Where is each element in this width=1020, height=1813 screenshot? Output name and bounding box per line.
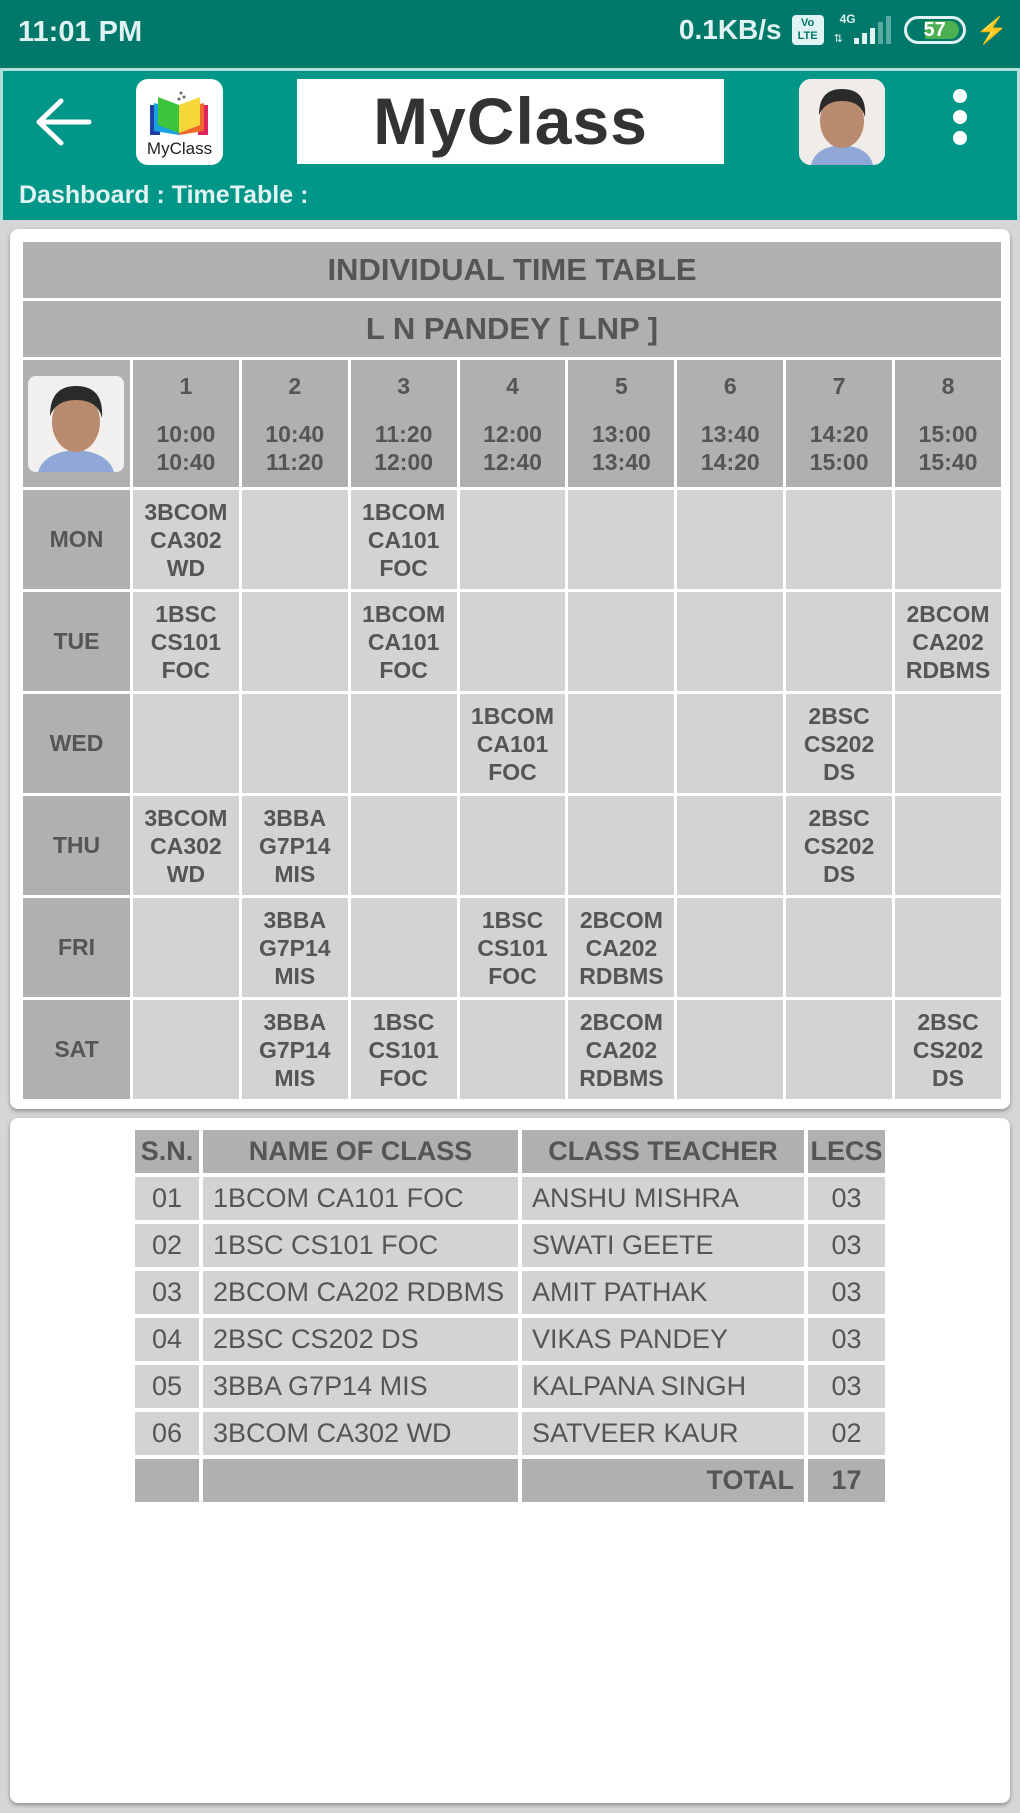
empty-cell: [568, 592, 674, 691]
lecture-class: 3BBA: [263, 906, 327, 933]
battery-level: 57: [923, 19, 946, 41]
lecture-class: 3BBA: [263, 1008, 327, 1035]
empty-cell: [460, 1000, 566, 1099]
empty-cell: [242, 592, 348, 691]
day-row-sat: [23, 1000, 1001, 1099]
summary-sn: 01: [135, 1177, 199, 1220]
period-number: 6: [723, 372, 737, 399]
period-number: 3: [397, 372, 411, 399]
empty-cell: [460, 490, 566, 589]
period-start: 10:00: [156, 420, 216, 447]
lecture-class: 1BSC: [155, 600, 217, 627]
empty-cell: [677, 898, 783, 997]
period-end: 15:40: [918, 448, 978, 475]
lecture-cell: [568, 898, 674, 997]
empty-cell: [895, 796, 1001, 895]
empty-cell: [677, 1000, 783, 1099]
empty-cell: [242, 694, 348, 793]
lecture-subject: DS: [932, 1064, 964, 1091]
total-label: TOTAL: [522, 1459, 804, 1502]
summary-sn: 02: [135, 1224, 199, 1267]
day-label: TUE: [23, 592, 130, 691]
lecture-class: 3BCOM: [144, 804, 228, 831]
lecture-subject: MIS: [274, 860, 316, 887]
empty-cell: [133, 1000, 239, 1099]
empty-cell: [895, 490, 1001, 589]
period-header-3: [351, 360, 457, 487]
period-header-7: [786, 360, 892, 487]
day-label: FRI: [23, 898, 130, 997]
summary-sn: 03: [135, 1271, 199, 1314]
empty-cell: [677, 592, 783, 691]
lecture-code: CA101: [476, 730, 549, 757]
summary-lecs: 02: [808, 1412, 885, 1455]
period-number: 8: [941, 372, 955, 399]
summary-sn: 05: [135, 1365, 199, 1408]
period-number: 2: [288, 372, 302, 399]
lecture-code: CS101: [368, 1036, 439, 1063]
lecture-subject: FOC: [161, 656, 211, 683]
back-button[interactable]: [33, 97, 93, 147]
header-name: NAME OF CLASS: [203, 1130, 518, 1173]
lecture-code: G7P14: [258, 1036, 331, 1063]
lecture-class: 1BCOM: [470, 702, 555, 729]
lecture-class: 2BCOM: [906, 600, 990, 627]
empty-cell: [133, 694, 239, 793]
lecture-subject: FOC: [379, 554, 428, 581]
app-logo[interactable]: [136, 79, 223, 165]
summary-row: [135, 1224, 885, 1267]
empty-cell: [677, 694, 783, 793]
summary-lecs: 03: [808, 1177, 885, 1220]
period-end: 10:40: [156, 448, 216, 475]
lecture-class: 2BCOM: [579, 1008, 663, 1035]
day-row-thu: [23, 796, 1001, 895]
lecture-cell: [895, 1000, 1001, 1099]
period-number: 4: [506, 372, 519, 399]
summary-row: [135, 1412, 885, 1455]
lecture-code: CS101: [150, 628, 222, 655]
period-header-2: [242, 360, 348, 487]
lecture-subject: RDBMS: [579, 1064, 664, 1091]
day-row-wed: [23, 694, 1001, 793]
empty-cell: [351, 898, 457, 997]
lecture-cell: [351, 1000, 457, 1099]
empty-cell: [786, 1000, 892, 1099]
lecture-subject: MIS: [274, 962, 316, 989]
lecture-class: 3BCOM: [144, 498, 228, 525]
day-row-fri: [23, 898, 1001, 997]
summary-sn: 04: [135, 1318, 199, 1361]
day-label: WED: [23, 694, 130, 793]
battery-icon: [904, 16, 966, 44]
lecture-class: 2BSC: [917, 1008, 979, 1035]
status-bar: [0, 0, 1020, 68]
summary-name: 2BSC CS202 DS: [203, 1318, 518, 1361]
empty-cell: [568, 694, 674, 793]
lecture-subject: FOC: [379, 656, 428, 683]
lecture-subject: DS: [823, 758, 856, 785]
period-start: 11:20: [374, 420, 433, 447]
lecture-code: G7P14: [258, 934, 331, 961]
lecture-class: 1BCOM: [362, 498, 446, 525]
timetable-grid: [20, 239, 1004, 1102]
summary-lecs: 03: [808, 1271, 885, 1314]
empty-cell: [895, 694, 1001, 793]
period-end: 14:20: [700, 448, 760, 475]
summary-teacher: VIKAS PANDEY: [522, 1318, 804, 1361]
period-start: 10:40: [265, 420, 325, 447]
lecture-cell: [133, 796, 239, 895]
summary-name: 3BBA G7P14 MIS: [203, 1365, 518, 1408]
lecture-cell: [351, 490, 457, 589]
lecture-code: CA202: [912, 628, 984, 655]
period-header-6: [677, 360, 783, 487]
lecture-cell: [133, 592, 239, 691]
empty-cell: [677, 490, 783, 589]
summary-name: 1BCOM CA101 FOC: [203, 1177, 518, 1220]
timetable-title: INDIVIDUAL TIME TABLE: [23, 242, 1001, 298]
summary-sn: 06: [135, 1412, 199, 1455]
lecture-subject: DS: [823, 860, 856, 887]
lecture-code: CA101: [367, 628, 440, 655]
profile-avatar[interactable]: [799, 79, 885, 165]
charging-icon: ⚡: [975, 14, 1008, 45]
summary-header-row: [135, 1130, 885, 1173]
volte-bottom-text: LTE: [797, 30, 818, 42]
period-header-4: [460, 360, 566, 487]
lecture-subject: FOC: [379, 1064, 428, 1091]
summary-card: [10, 1118, 1010, 1803]
lecture-subject: FOC: [488, 962, 537, 989]
lecture-subject: WD: [166, 554, 206, 581]
summary-teacher: SATVEER KAUR: [522, 1412, 804, 1455]
lecture-subject: RDBMS: [905, 656, 991, 683]
empty-cell: [895, 898, 1001, 997]
data-arrows-icon: ⇅: [833, 33, 843, 45]
summary-teacher: AMIT PATHAK: [522, 1271, 804, 1314]
day-label: MON: [23, 490, 130, 589]
summary-lecs: 03: [808, 1365, 885, 1408]
more-vert-icon[interactable]: [945, 83, 975, 153]
empty-cell: [786, 898, 892, 997]
summary-row: [135, 1318, 885, 1361]
empty-cell: [460, 592, 566, 691]
class-summary-table: [131, 1126, 889, 1506]
network-speed: 0.1KB/s: [678, 14, 782, 45]
lecture-code: CA202: [585, 1036, 658, 1063]
period-end: 12:00: [374, 448, 434, 475]
empty-cell: [786, 490, 892, 589]
lecture-subject: RDBMS: [579, 962, 664, 989]
lecture-class: 1BSC: [372, 1008, 435, 1035]
summary-total-row: [135, 1459, 885, 1502]
lecture-subject: WD: [166, 860, 206, 887]
lecture-cell: [133, 490, 239, 589]
teacher-photo: [28, 376, 124, 472]
period-header-8: [895, 360, 1001, 487]
day-row-tue: [23, 592, 1001, 691]
network-type: 4G: [839, 12, 856, 26]
day-label: THU: [23, 796, 130, 895]
summary-teacher: KALPANA SINGH: [522, 1365, 804, 1408]
lecture-code: CS202: [803, 832, 875, 859]
header-lecs: LECS: [808, 1130, 885, 1173]
lecture-cell: [242, 796, 348, 895]
header-sn: S.N.: [135, 1130, 199, 1173]
lecture-code: CA101: [367, 526, 440, 553]
total-value: 17: [808, 1459, 885, 1502]
period-end: 13:40: [592, 448, 651, 475]
app-title-text: MyClass: [373, 84, 648, 158]
lecture-cell: [786, 796, 892, 895]
person-photo-icon: [28, 376, 124, 472]
summary-row: [135, 1365, 885, 1408]
day-row-mon: [23, 490, 1001, 589]
volte-top-text: Vo: [801, 17, 815, 29]
lecture-cell: [568, 1000, 674, 1099]
app-title: [297, 79, 724, 164]
empty-cell: [677, 796, 783, 895]
period-start: 13:40: [700, 420, 760, 447]
lecture-code: CS202: [912, 1036, 984, 1063]
summary-lecs: 03: [808, 1224, 885, 1267]
status-time: 11:01 PM: [18, 16, 143, 48]
summary-teacher: ANSHU MISHRA: [522, 1177, 804, 1220]
signal-icon: [834, 14, 894, 46]
period-end: 12:40: [483, 448, 542, 475]
lecture-cell: [351, 592, 457, 691]
lecture-code: CA302: [150, 832, 222, 859]
period-start: 15:00: [918, 420, 978, 447]
summary-row: [135, 1177, 885, 1220]
period-header-5: [568, 360, 674, 487]
summary-name: 1BSC CS101 FOC: [203, 1224, 518, 1267]
book-logo-icon: [148, 91, 210, 137]
logo-caption: MyClass: [146, 139, 213, 158]
summary-name: 3BCOM CA302 WD: [203, 1412, 518, 1455]
total-empty-name: [203, 1459, 518, 1502]
period-start: 13:00: [592, 420, 651, 447]
total-empty-sn: [135, 1459, 199, 1502]
teacher-photo-cell: [23, 360, 130, 487]
period-start: 12:00: [483, 420, 542, 447]
period-header-1: [133, 360, 239, 487]
teacher-name: L N PANDEY [ LNP ]: [23, 301, 1001, 357]
summary-teacher: SWATI GEETE: [522, 1224, 804, 1267]
empty-cell: [460, 796, 566, 895]
lecture-class: 3BBA: [263, 804, 327, 831]
period-start: 14:20: [809, 420, 869, 447]
lecture-subject: FOC: [488, 758, 537, 785]
summary-row: [135, 1271, 885, 1314]
arrow-left-icon: [33, 97, 93, 147]
empty-cell: [133, 898, 239, 997]
summary-name: 2BCOM CA202 RDBMS: [203, 1271, 518, 1314]
lecture-cell: [786, 694, 892, 793]
period-end: 11:20: [265, 448, 324, 475]
lecture-code: G7P14: [258, 832, 331, 859]
empty-cell: [351, 796, 457, 895]
timetable-card: [10, 229, 1010, 1109]
lecture-class: 2BCOM: [579, 906, 663, 933]
lecture-cell: [460, 898, 566, 997]
lecture-class: 2BSC: [808, 702, 870, 729]
day-label: SAT: [23, 1000, 130, 1099]
lecture-cell: [242, 1000, 348, 1099]
header-teacher: CLASS TEACHER: [522, 1130, 804, 1173]
empty-cell: [351, 694, 457, 793]
period-end: 15:00: [809, 448, 869, 475]
empty-cell: [568, 796, 674, 895]
breadcrumb: Dashboard : TimeTable :: [19, 181, 309, 209]
app-bar: [0, 68, 1020, 220]
empty-cell: [786, 592, 892, 691]
lecture-code: CS202: [803, 730, 875, 757]
volte-icon: [792, 15, 824, 45]
period-number: 1: [179, 372, 193, 399]
person-photo-icon: [799, 79, 885, 165]
empty-cell: [568, 490, 674, 589]
lecture-code: CA202: [585, 934, 658, 961]
lecture-cell: [460, 694, 566, 793]
lecture-class: 2BSC: [808, 804, 870, 831]
lecture-class: 1BSC: [481, 906, 544, 933]
period-number: 5: [615, 372, 628, 399]
empty-cell: [242, 490, 348, 589]
summary-lecs: 03: [808, 1318, 885, 1361]
status-icons: [679, 14, 1008, 46]
lecture-code: CS101: [477, 934, 548, 961]
lecture-class: 1BCOM: [362, 600, 446, 627]
lecture-cell: [895, 592, 1001, 691]
lecture-cell: [242, 898, 348, 997]
lecture-code: CA302: [150, 526, 222, 553]
lecture-subject: MIS: [274, 1064, 316, 1091]
period-number: 7: [832, 372, 846, 399]
